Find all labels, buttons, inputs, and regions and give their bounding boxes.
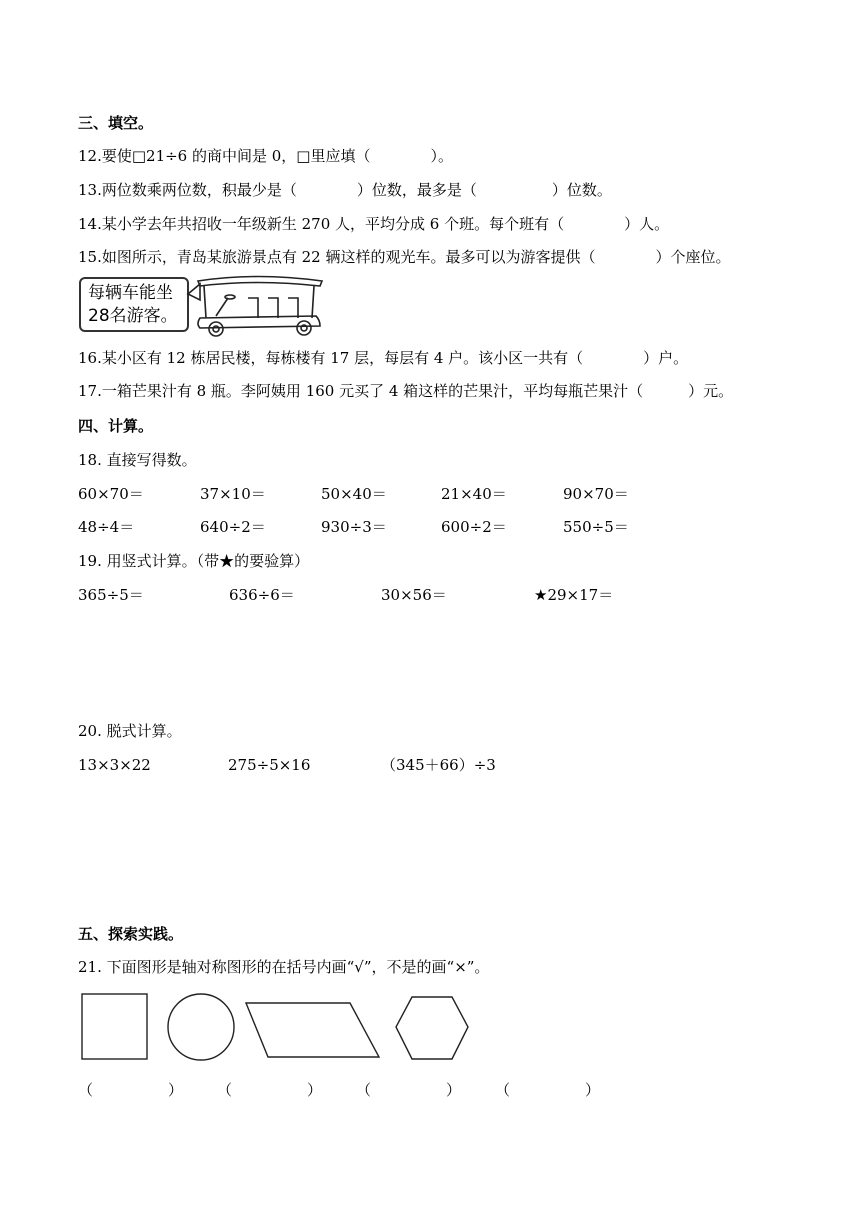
stepwise-calc-item: 13×3×22 [78, 756, 151, 774]
stepwise-calc-item: （345＋66）÷3 [381, 756, 496, 774]
vertical-calc-item: 636÷6＝ [229, 586, 295, 604]
question-14: 14.某小学去年共招收一年级新生 270 人，平均分成 6 个班。每个班有（ ）人。 [78, 215, 670, 233]
question-15: 15.如图所示，青岛某旅游景点有 22 辆这样的观光车。最多可以为游客提供（ ）个座位。 [78, 248, 731, 266]
oral-calc-item: 600÷2＝ [441, 518, 507, 536]
oral-calc-item: 90×70＝ [563, 485, 629, 503]
parallelogram-icon [246, 1003, 379, 1057]
oral-calc-item: 48÷4＝ [78, 518, 135, 536]
hexagon-icon [396, 997, 468, 1059]
bubble-text-line-2: 28名游客。 [88, 306, 178, 326]
oral-calc-item: 550÷5＝ [563, 518, 629, 536]
oral-calc-item: 60×70＝ [78, 485, 144, 503]
section-heading-explore: 五、探索实践。 [78, 925, 184, 943]
square-icon [82, 994, 147, 1059]
bubble-text-line-1: 每辆车能坐 [88, 283, 173, 303]
circle-icon [168, 994, 234, 1060]
oral-calc-item: 21×40＝ [441, 485, 507, 503]
speech-bubble [79, 277, 189, 332]
question-12: 12.要使□21÷6 的商中间是 0，□里应填（ ）。 [78, 147, 453, 165]
answer-blank[interactable]: （ ） [217, 1081, 323, 1099]
question-20: 20. 脱式计算。 [78, 722, 182, 740]
section-heading-fill-blank: 三、填空。 [78, 114, 154, 132]
vertical-calc-item: 30×56＝ [381, 586, 447, 604]
vertical-calc-item: 365÷5＝ [78, 586, 144, 604]
question-18: 18. 直接写得数。 [78, 451, 197, 469]
question-16: 16.某小区有 12 栋居民楼，每栋楼有 17 层，每层有 4 户。该小区一共有（ ）户。 [78, 349, 689, 367]
oral-calc-item: 37×10＝ [200, 485, 266, 503]
question-19: 19. 用竖式计算。（带★的要验算） [78, 552, 310, 570]
answer-blank[interactable]: （ ） [495, 1081, 601, 1099]
golf-cart-icon [186, 272, 326, 338]
question-21: 21. 下面图形是轴对称图形的在括号内画“√”，不是的画“×”。 [78, 958, 490, 976]
question-17: 17.一箱芒果汁有 8 瓶。李阿姨用 160 元买了 4 箱这样的芒果汁，平均每瓶芒果汁（ ）元。 [78, 382, 734, 400]
shapes-row [78, 990, 478, 1066]
oral-calc-item: 930÷3＝ [321, 518, 387, 536]
oral-calc-item: 640÷2＝ [200, 518, 266, 536]
section-heading-calculation: 四、计算。 [78, 417, 154, 435]
answer-blank[interactable]: （ ） [356, 1081, 462, 1099]
stepwise-calc-item: 275÷5×16 [228, 756, 311, 774]
answer-blank[interactable]: （ ） [78, 1081, 184, 1099]
question-13: 13.两位数乘两位数，积最少是（ ）位数，最多是（ ）位数。 [78, 181, 612, 199]
oral-calc-item: 50×40＝ [321, 485, 387, 503]
vertical-calc-item: ★29×17＝ [534, 586, 614, 604]
